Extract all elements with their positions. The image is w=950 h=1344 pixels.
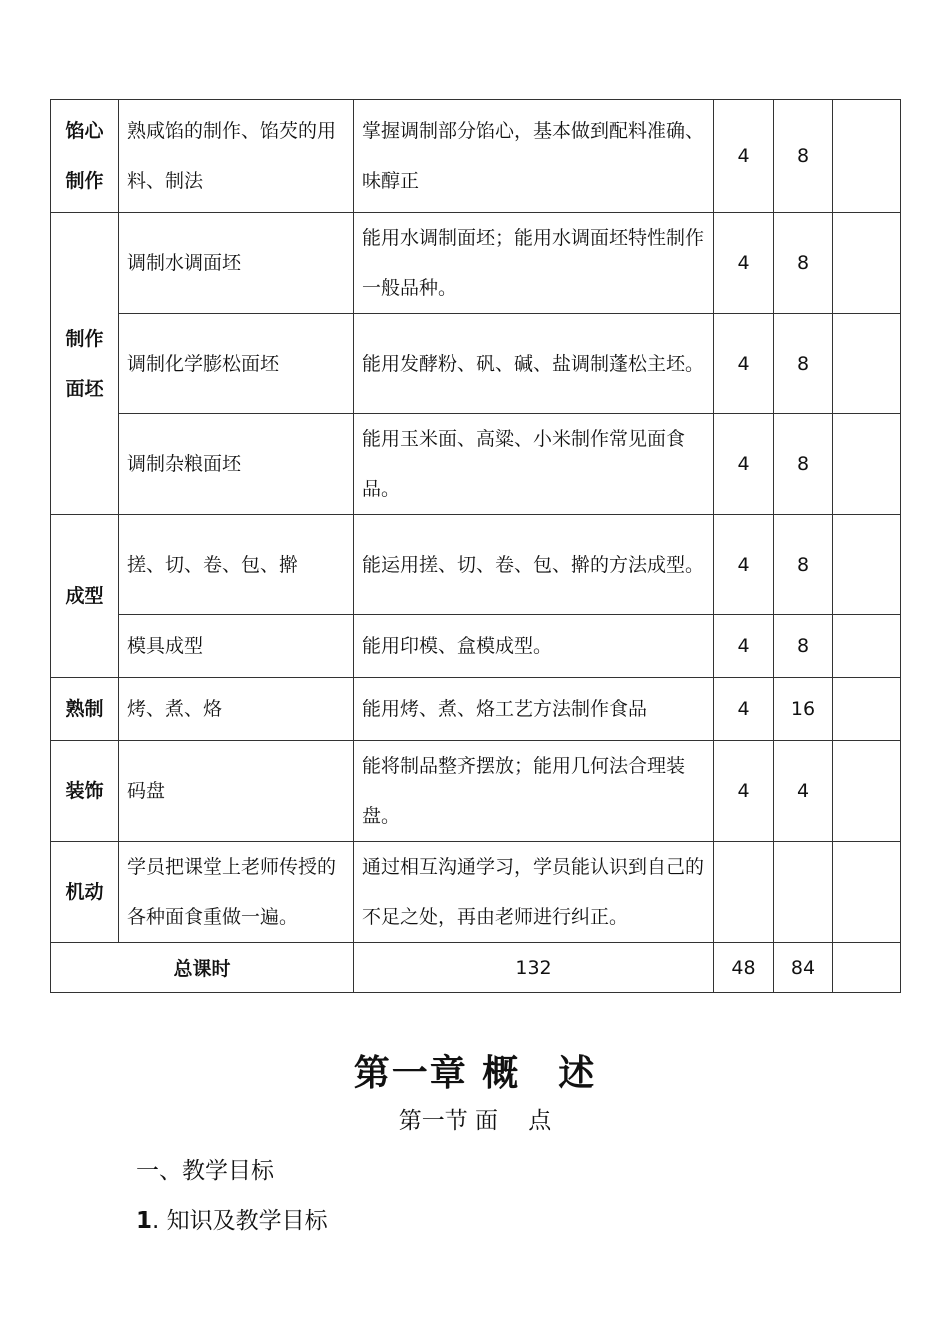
requirement-cell: 能运用搓、切、卷、包、擀的方法成型。 <box>354 515 714 615</box>
theory-hours-cell: 4 <box>714 741 774 842</box>
note-cell <box>833 213 901 314</box>
theory-hours-cell: 4 <box>714 414 774 515</box>
category-cell: 成型 <box>51 515 119 678</box>
table-row <box>51 615 901 678</box>
chapter-title: 第一章 概 述 <box>353 1053 597 1094</box>
total-theory-cell: 48 <box>714 943 774 993</box>
theory-hours-cell: 4 <box>714 100 774 213</box>
theory-hours-cell: 4 <box>714 615 774 678</box>
total-hours-cell: 132 <box>354 943 714 993</box>
content-cell: 码盘 <box>119 741 354 842</box>
category-cell: 熟制 <box>51 678 119 741</box>
total-row <box>51 943 901 993</box>
practice-hours-cell: 8 <box>774 615 833 678</box>
requirement-cell: 通过相互沟通学习，学员能认识到自己的不足之处，再由老师进行纠正。 <box>354 842 714 943</box>
practice-hours-cell: 8 <box>774 515 833 615</box>
note-cell <box>833 314 901 414</box>
content-cell: 烤、煮、烙 <box>119 678 354 741</box>
note-cell <box>833 615 901 678</box>
total-label-cell: 总课时 <box>51 943 354 993</box>
total-practice-cell: 84 <box>774 943 833 993</box>
requirement-cell: 能用水调制面坯；能用水调面坯特性制作一般品种。 <box>354 213 714 314</box>
theory-hours-cell: 4 <box>714 314 774 414</box>
section-title: 第一节 面 点 <box>398 1108 552 1134</box>
practice-hours-cell: 16 <box>774 678 833 741</box>
total-note-cell <box>833 943 901 993</box>
requirement-cell: 能将制品整齐摆放；能用几何法合理装盘。 <box>354 741 714 842</box>
table-row <box>51 741 901 842</box>
note-cell <box>833 678 901 741</box>
category-cell: 制作 面坯 <box>51 213 119 515</box>
practice-hours-cell: 8 <box>774 414 833 515</box>
content-cell: 熟咸馅的制作、馅芡的用料、制法 <box>119 100 354 213</box>
table-row <box>51 414 901 515</box>
practice-hours-cell: 4 <box>774 741 833 842</box>
theory-hours-cell <box>714 842 774 943</box>
practice-hours-cell <box>774 842 833 943</box>
note-cell <box>833 100 901 213</box>
table-row <box>51 842 901 943</box>
theory-hours-cell: 4 <box>714 213 774 314</box>
content-cell: 调制化学膨松面坯 <box>119 314 354 414</box>
table-row <box>51 100 901 213</box>
heading-number: 1 <box>136 1208 153 1234</box>
practice-hours-cell: 8 <box>774 100 833 213</box>
requirement-cell: 能用烤、煮、烙工艺方法制作食品 <box>354 678 714 741</box>
table-row <box>51 515 901 615</box>
content-cell: 模具成型 <box>119 615 354 678</box>
table-row <box>51 213 901 314</box>
content-cell: 调制杂粮面坯 <box>119 414 354 515</box>
content-cell: 调制水调面坯 <box>119 213 354 314</box>
requirement-cell: 能用印模、盒模成型。 <box>354 615 714 678</box>
category-cell: 装饰 <box>51 741 119 842</box>
requirement-cell: 能用发酵粉、矾、碱、盐调制蓬松主坯。 <box>354 314 714 414</box>
heading-teaching-objectives: 一、教学目标 <box>136 1158 274 1184</box>
note-cell <box>833 741 901 842</box>
requirement-cell: 掌握调制部分馅心，基本做到配料准确、味醇正 <box>354 100 714 213</box>
note-cell <box>833 842 901 943</box>
note-cell <box>833 414 901 515</box>
requirement-cell: 能用玉米面、高粱、小米制作常见面食品。 <box>354 414 714 515</box>
content-cell: 搓、切、卷、包、擀 <box>119 515 354 615</box>
theory-hours-cell: 4 <box>714 678 774 741</box>
note-cell <box>833 515 901 615</box>
heading-text: . 知识及教学目标 <box>152 1208 328 1234</box>
course-schedule-table <box>50 99 901 993</box>
content-cell: 学员把课堂上老师传授的各种面食重做一遍。 <box>119 842 354 943</box>
category-cell: 馅心 制作 <box>51 100 119 213</box>
table-row <box>51 678 901 741</box>
theory-hours-cell: 4 <box>714 515 774 615</box>
practice-hours-cell: 8 <box>774 213 833 314</box>
table-row <box>51 314 901 414</box>
heading-knowledge-objectives <box>136 1202 328 1235</box>
practice-hours-cell: 8 <box>774 314 833 414</box>
category-cell: 机动 <box>51 842 119 943</box>
